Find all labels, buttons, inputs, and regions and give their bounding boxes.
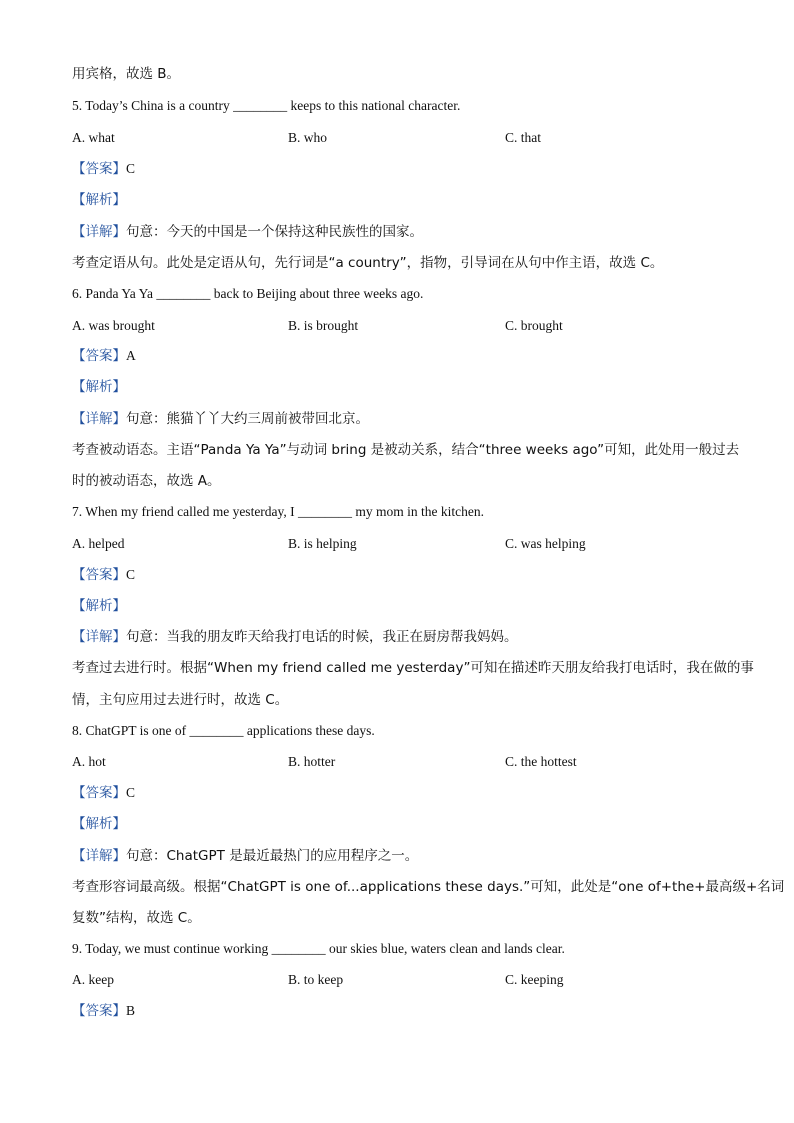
- question-6-stem: 6. Panda Ya Ya ________ back to Beijing about three weeks ago.: [72, 286, 424, 301]
- detail-tag: 【详解】: [72, 224, 126, 240]
- q9-option-a: A. keep: [72, 972, 114, 987]
- q6-analysis-tag: 【解析】: [72, 379, 126, 395]
- answer-tag: 【答案】: [72, 1003, 126, 1019]
- q9-option-b: B. to keep: [288, 972, 344, 987]
- question-7-stem: 7. When my friend called me yesterday, I ________ my mom in the kitchen.: [72, 504, 485, 519]
- q5-detail: [72, 222, 732, 242]
- q5-option-c: C. that: [505, 130, 541, 145]
- q7-option-a: A. helped: [72, 536, 125, 551]
- q6-explanation-1: 考查被动语态。主语“Panda Ya Ya”与动词 bring 是被动关系，结合“three weeks ago”可知，此处用一般过去: [72, 442, 740, 458]
- q8-answer: [72, 783, 732, 803]
- q5-analysis-tag: 【解析】: [72, 192, 126, 208]
- answer-value: C: [126, 785, 136, 800]
- q8-explanation-1: 考查形容词最高级。根据“ChatGPT is one of...applications these days.”可知，此处是“one of+the+最高级+名词: [72, 879, 785, 895]
- answer-tag: 【答案】: [72, 348, 126, 364]
- q6-detail: [72, 409, 732, 429]
- q6-option-a: A. was brought: [72, 318, 155, 333]
- q5-option-b: B. who: [288, 130, 328, 145]
- detail-text: 句意：当我的朋友昨天给我打电话的时候，我正在厨房帮我妈妈。: [126, 629, 518, 645]
- q8-option-c: C. the hottest: [505, 754, 577, 769]
- answer-tag: 【答案】: [72, 785, 126, 801]
- q9-option-c: C. keeping: [505, 972, 564, 987]
- q7-analysis-tag: 【解析】: [72, 598, 126, 614]
- q6-option-c: C. brought: [505, 318, 563, 333]
- answer-value: C: [126, 567, 136, 582]
- detail-text: 句意：ChatGPT 是最近最热门的应用程序之一。: [126, 848, 419, 864]
- detail-tag: 【详解】: [72, 848, 126, 864]
- q6-explanation-2: 时的被动语态，故选 A。: [72, 473, 221, 489]
- q8-analysis-tag: 【解析】: [72, 816, 126, 832]
- detail-tag: 【详解】: [72, 411, 126, 427]
- q8-option-b: B. hotter: [288, 754, 336, 769]
- answer-value: B: [126, 1003, 136, 1018]
- answer-tag: 【答案】: [72, 161, 126, 177]
- q7-option-b: B. is helping: [288, 536, 357, 551]
- answer-tag: 【答案】: [72, 567, 126, 583]
- q5-option-a: A. what: [72, 130, 115, 145]
- q9-answer: [72, 1001, 732, 1021]
- q5-answer: [72, 159, 732, 179]
- q7-answer: [72, 565, 732, 585]
- detail-text: 句意：熊猫丫丫大约三周前被带回北京。: [126, 411, 369, 427]
- q6-answer: [72, 346, 732, 366]
- q6-option-b: B. is brought: [288, 318, 359, 333]
- q7-option-c: C. was helping: [505, 536, 586, 551]
- q7-explanation-1: 考查过去进行时。根据“When my friend called me yesterday”可知在描述昨天朋友给我打电话时，我在做的事: [72, 660, 754, 676]
- answer-value: A: [126, 348, 136, 363]
- q8-explanation-2: 复数”结构，故选 C。: [72, 910, 201, 926]
- answer-value: C: [126, 161, 136, 176]
- q8-option-a: A. hot: [72, 754, 106, 769]
- text-line: 用宾格，故选 B。: [72, 66, 181, 82]
- question-8-stem: 8. ChatGPT is one of ________ applications these days.: [72, 723, 375, 738]
- q5-explanation: 考查定语从句。此处是定语从句，先行词是“a country”，指物，引导词在从句中作主语，故选 C。: [72, 255, 664, 271]
- question-5-stem: 5. Today’s China is a country ________ keeps to this national character.: [72, 98, 461, 113]
- q7-detail: [72, 627, 732, 647]
- q7-explanation-2: 情，主句应用过去进行时，故选 C。: [72, 692, 289, 708]
- q8-detail: [72, 846, 732, 866]
- question-9-stem: 9. Today, we must continue working ________ our skies blue, waters clean and lands clear.: [72, 941, 565, 956]
- detail-text: 句意：今天的中国是一个保持这种民族性的国家。: [126, 224, 423, 240]
- detail-tag: 【详解】: [72, 629, 126, 645]
